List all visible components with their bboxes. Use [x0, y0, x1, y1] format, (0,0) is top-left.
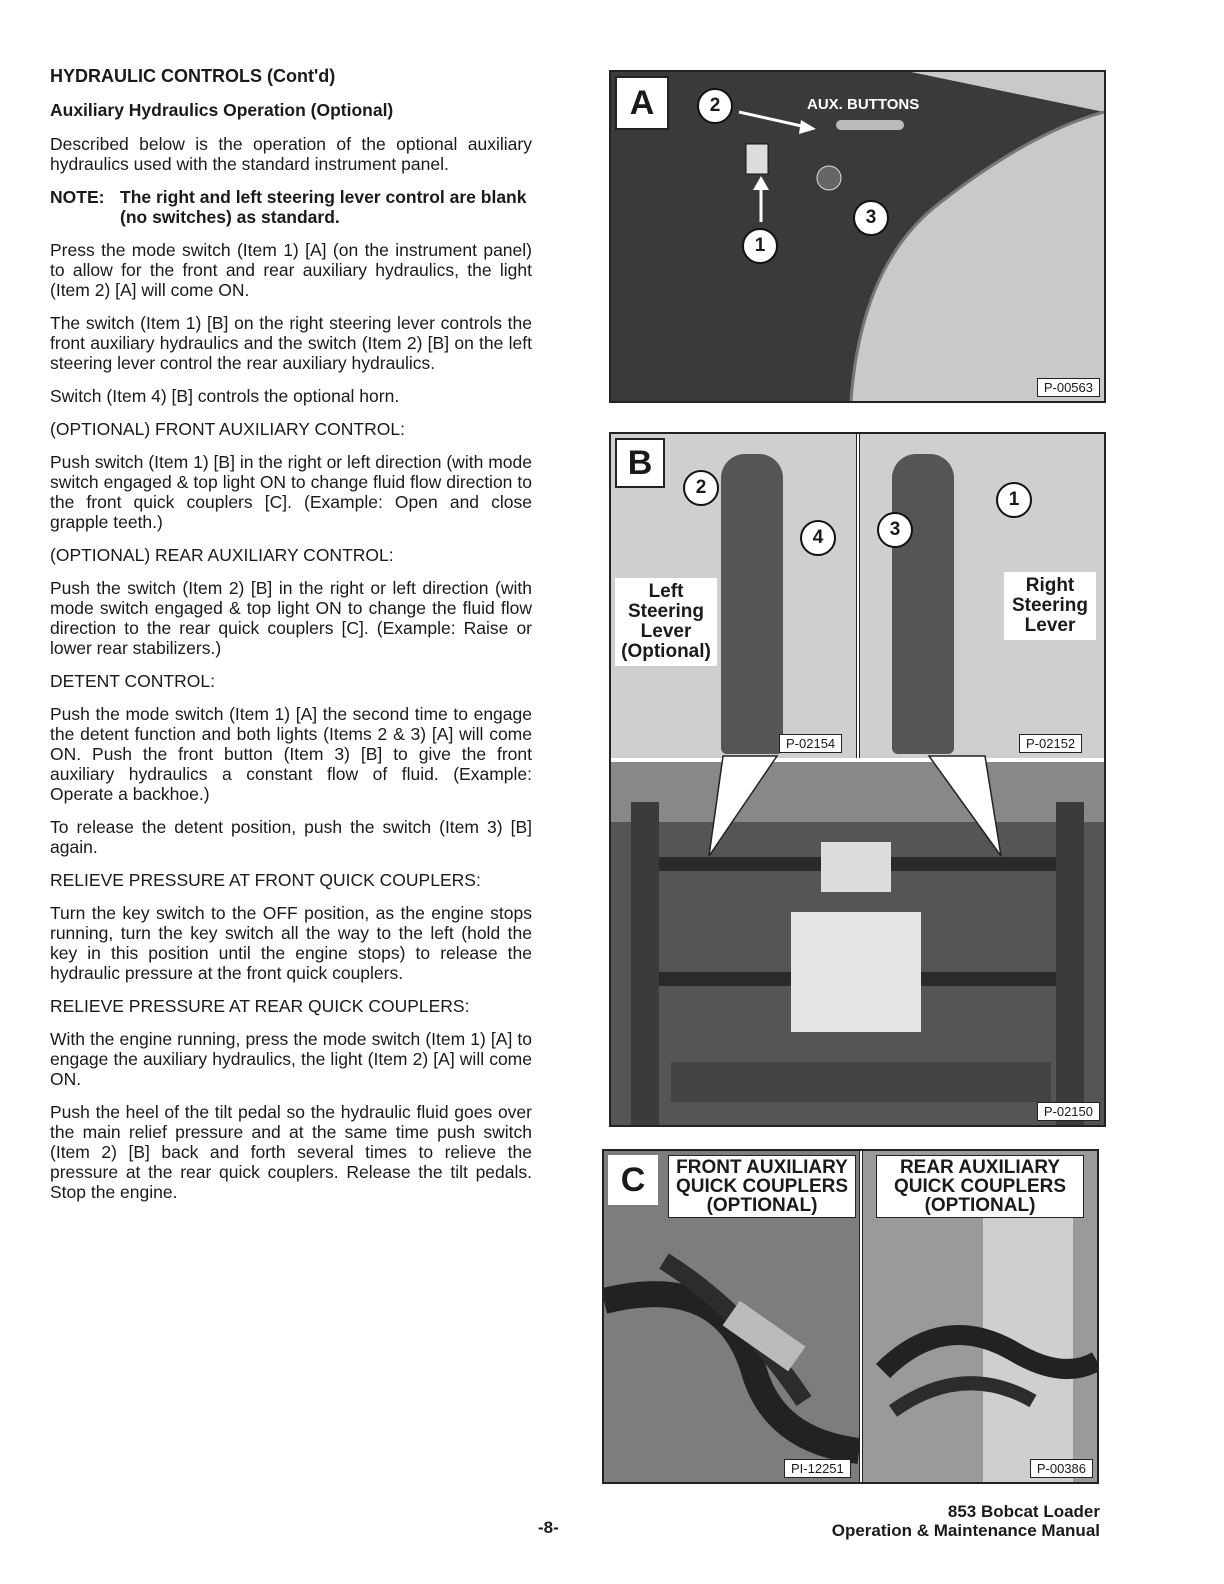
front-caption-line-2: QUICK COUPLERS [675, 1176, 849, 1197]
left-callout-line-3: Lever [640, 621, 692, 642]
horn-paragraph: Switch (Item 4) [B] controls the optional horn. [50, 386, 400, 406]
right-steering-callout [1004, 572, 1096, 640]
pointer-lines [611, 752, 1104, 862]
front-aux-heading: (OPTIONAL) FRONT AUXILIARY CONTROL: [50, 419, 405, 439]
relieve-front-paragraph: Turn the key switch to the OFF position, as the engine stops running, turn the key switch all the way to the left (hold the key in this position until the engine stops) to release the hydraulic pressure at the front quick couplers. [50, 903, 532, 983]
detent-heading: DETENT CONTROL: [50, 671, 215, 691]
footer [832, 1502, 1100, 1540]
figure-b-code-left: P-02154 [779, 734, 842, 753]
figure-c-letter: C [608, 1155, 658, 1205]
note-label: NOTE: [50, 187, 105, 207]
figure-a-photo [611, 72, 1104, 401]
right-callout-line-3: Lever [1024, 615, 1076, 636]
left-callout-line-1: Left [648, 581, 684, 602]
figure-c-code-right: P-00386 [1030, 1459, 1093, 1478]
text-column [50, 66, 532, 1215]
switch-paragraph: The switch (Item 1) [B] on the right steering lever controls the front auxiliary hydraulics and the switch (Item 2) [B] on the left steering lever control the rear auxiliary hydraulics. [50, 313, 532, 373]
figure-b-item-4: 4 [800, 520, 836, 556]
relieve-rear-paragraph-1: With the engine running, press the mode switch (Item 1) [A] to engage the auxiliary hydraulics, the light (Item 2) [A] will come ON. [50, 1029, 532, 1089]
figure-b-code-right: P-02152 [1019, 734, 1082, 753]
rear-caption-line-3: (OPTIONAL) [924, 1195, 1036, 1216]
rear-caption-line-1: REAR AUXILIARY [899, 1157, 1061, 1178]
figure-b [609, 432, 1106, 1127]
release-paragraph: To release the detent position, push the switch (Item 3) [B] again. [50, 817, 532, 857]
left-lever-shape [721, 454, 783, 754]
front-caption-line-1: FRONT AUXILIARY [676, 1157, 848, 1178]
figure-b-item-2: 2 [683, 470, 719, 506]
figure-b-item-3: 3 [877, 512, 913, 548]
front-caption-line-3: (OPTIONAL) [706, 1195, 818, 1216]
figure-a-letter: A [615, 76, 669, 130]
figure-b-code-bottom: P-02150 [1037, 1102, 1100, 1121]
rear-aux-paragraph: Push the switch (Item 2) [B] in the right or left direction (with mode switch engaged & top light ON to change the fluid flow direction to the rear quick couplers [C]. (Example: Raise or lower rear stabilizers.) [50, 578, 532, 658]
figure-a-code: P-00563 [1037, 378, 1100, 397]
left-steering-callout [615, 578, 717, 666]
figure-a-illustration [611, 72, 1104, 401]
figure-b-item-1: 1 [996, 482, 1032, 518]
relieve-rear-paragraph-2: Push the heel of the tilt pedal so the hydraulic fluid goes over the main relief pressure and at the same time push switch (Item 2) [B] back and forth several times to relieve the pressure at the rear quick couplers. Release the tilt pedals. Stop the engine. [50, 1102, 532, 1202]
figure-a-item-3: 3 [853, 200, 889, 236]
detent-paragraph: Push the mode switch (Item 1) [A] the second time to engage the detent function and both lights (Items 2 & 3) [A] will come ON. Push the front button (Item 3) [B] to give the front auxiliary hydraulics a constant flow of fluid. (Example: Operate a backhoe.) [50, 704, 532, 804]
right-callout-line-1: Right [1025, 575, 1075, 596]
aux-buttons-label: AUX. BUTTONS [807, 96, 920, 113]
figure-c-code-left: PI-12251 [784, 1459, 851, 1478]
figure-c [602, 1149, 1099, 1484]
footer-line-2: Operation & Maintenance Manual [831, 1521, 1100, 1540]
figure-a-item-1: 1 [742, 228, 778, 264]
left-callout-line-4: (Optional) [621, 641, 711, 662]
front-coupler-caption [668, 1155, 856, 1218]
rear-coupler-caption [876, 1155, 1084, 1218]
figure-a-item-2: 2 [697, 88, 733, 124]
right-callout-line-2: Steering [1011, 595, 1089, 616]
page-number: -8- [538, 1518, 559, 1537]
section-title: HYDRAULIC CONTROLS (Cont'd) [50, 66, 336, 86]
coupler-divider [859, 1151, 863, 1482]
intro-paragraph: Described below is the operation of the optional auxiliary hydraulics used with the standard instrument panel. [50, 134, 532, 174]
right-lever-shape [892, 454, 954, 754]
rear-aux-heading: (OPTIONAL) REAR AUXILIARY CONTROL: [50, 545, 394, 565]
relieve-front-heading: RELIEVE PRESSURE AT FRONT QUICK COUPLERS: [50, 870, 481, 890]
left-callout-line-2: Steering [627, 601, 705, 622]
footer-line-1: 853 Bobcat Loader [947, 1502, 1100, 1521]
mode-paragraph: Press the mode switch (Item 1) [A] (on the instrument panel) to allow for the front and rear auxiliary hydraulics, the light (Item 2) [A] will come ON. [50, 240, 532, 300]
figure-b-letter: B [615, 438, 665, 488]
relieve-rear-heading: RELIEVE PRESSURE AT REAR QUICK COUPLERS: [50, 996, 470, 1016]
note [50, 187, 532, 227]
lever-divider [856, 434, 860, 758]
rear-caption-line-2: QUICK COUPLERS [893, 1176, 1067, 1197]
note-text: The right and left steering lever control are blank (no switches) as standard. [120, 187, 527, 227]
figure-a [609, 70, 1106, 403]
front-aux-paragraph: Push switch (Item 1) [B] in the right or left direction (with mode switch engaged & top light ON to change fluid flow direction to the front quick couplers [C]. (Example: Open and close grapple teeth.) [50, 452, 532, 532]
subsection-title: Auxiliary Hydraulics Operation (Optional) [50, 100, 394, 120]
